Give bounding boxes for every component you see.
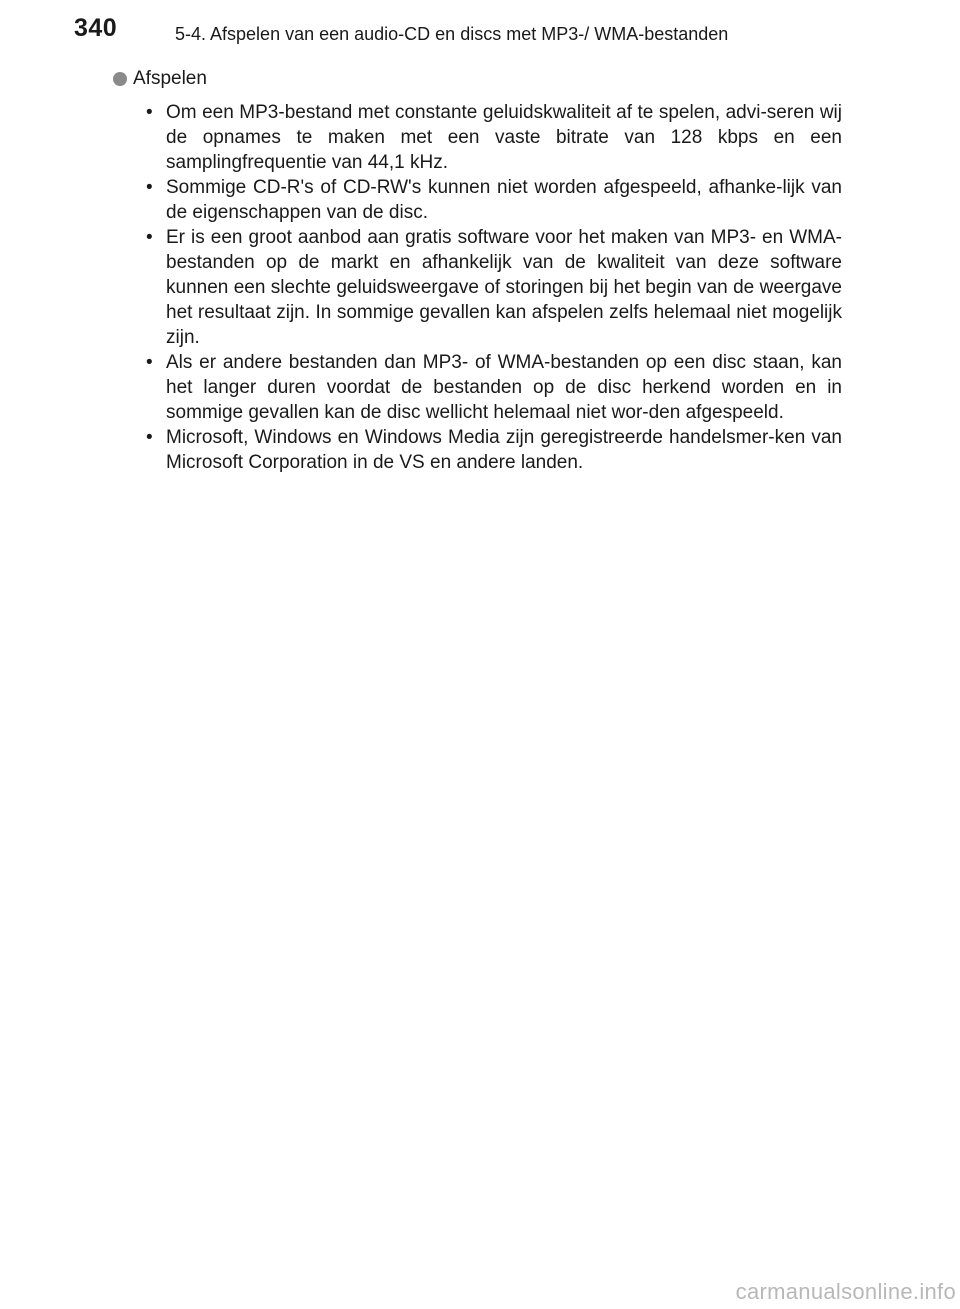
list-item xyxy=(146,100,842,175)
subheading xyxy=(113,68,207,90)
bullet-list xyxy=(146,100,842,475)
page-number: 340 xyxy=(74,14,118,42)
bullet-mark: • xyxy=(146,227,153,248)
list-item xyxy=(146,175,842,225)
bullet-dot-icon xyxy=(113,72,127,86)
list-item-text: Als er andere bestanden dan MP3- of WMA-bestanden op een disc staan, kan het langer duren voordat de bestanden op de disc herkend worden en in sommige gevallen kan de disc wellicht helemaal niet wor-den afgespeeld. xyxy=(166,352,842,423)
section-title: 5-4. Afspelen van een audio-CD en discs met MP3-/ WMA-bestanden xyxy=(175,24,729,44)
list-item-text: Microsoft, Windows en Windows Media zijn geregistreerde handelsmer-ken van Microsoft Corporation in de VS en andere landen. xyxy=(166,427,842,473)
list-item-text: Om een MP3-bestand met constante geluidskwaliteit af te spelen, advi-seren wij de opnames te maken met een vaste bitrate van 128 kbps en een samplingfrequentie van 44,1 kHz. xyxy=(166,102,842,173)
list-item-text: Sommige CD-R's of CD-RW's kunnen niet worden afgespeeld, afhanke-lijk van de eigenschappen van de disc. xyxy=(166,177,842,223)
list-item xyxy=(146,350,842,425)
bullet-mark: • xyxy=(146,427,153,448)
page-header xyxy=(72,14,872,54)
list-item xyxy=(146,425,842,475)
footer-watermark: carmanualsonline.info xyxy=(735,1279,956,1304)
bullet-mark: • xyxy=(146,102,153,123)
bullet-mark: • xyxy=(146,177,153,198)
list-item-text: Er is een groot aanbod aan gratis software voor het maken van MP3- en WMA-bestanden op de markt en afhankelijk van de kwaliteit van deze software kunnen een slechte geluidsweergave of storingen bij het begin van de weergave het resultaat zijn. In sommige gevallen kan afspelen zelfs helemaal niet mogelijk zijn. xyxy=(166,227,842,348)
bullet-mark: • xyxy=(146,352,153,373)
subheading-label: Afspelen xyxy=(133,68,207,89)
list-item xyxy=(146,225,842,350)
